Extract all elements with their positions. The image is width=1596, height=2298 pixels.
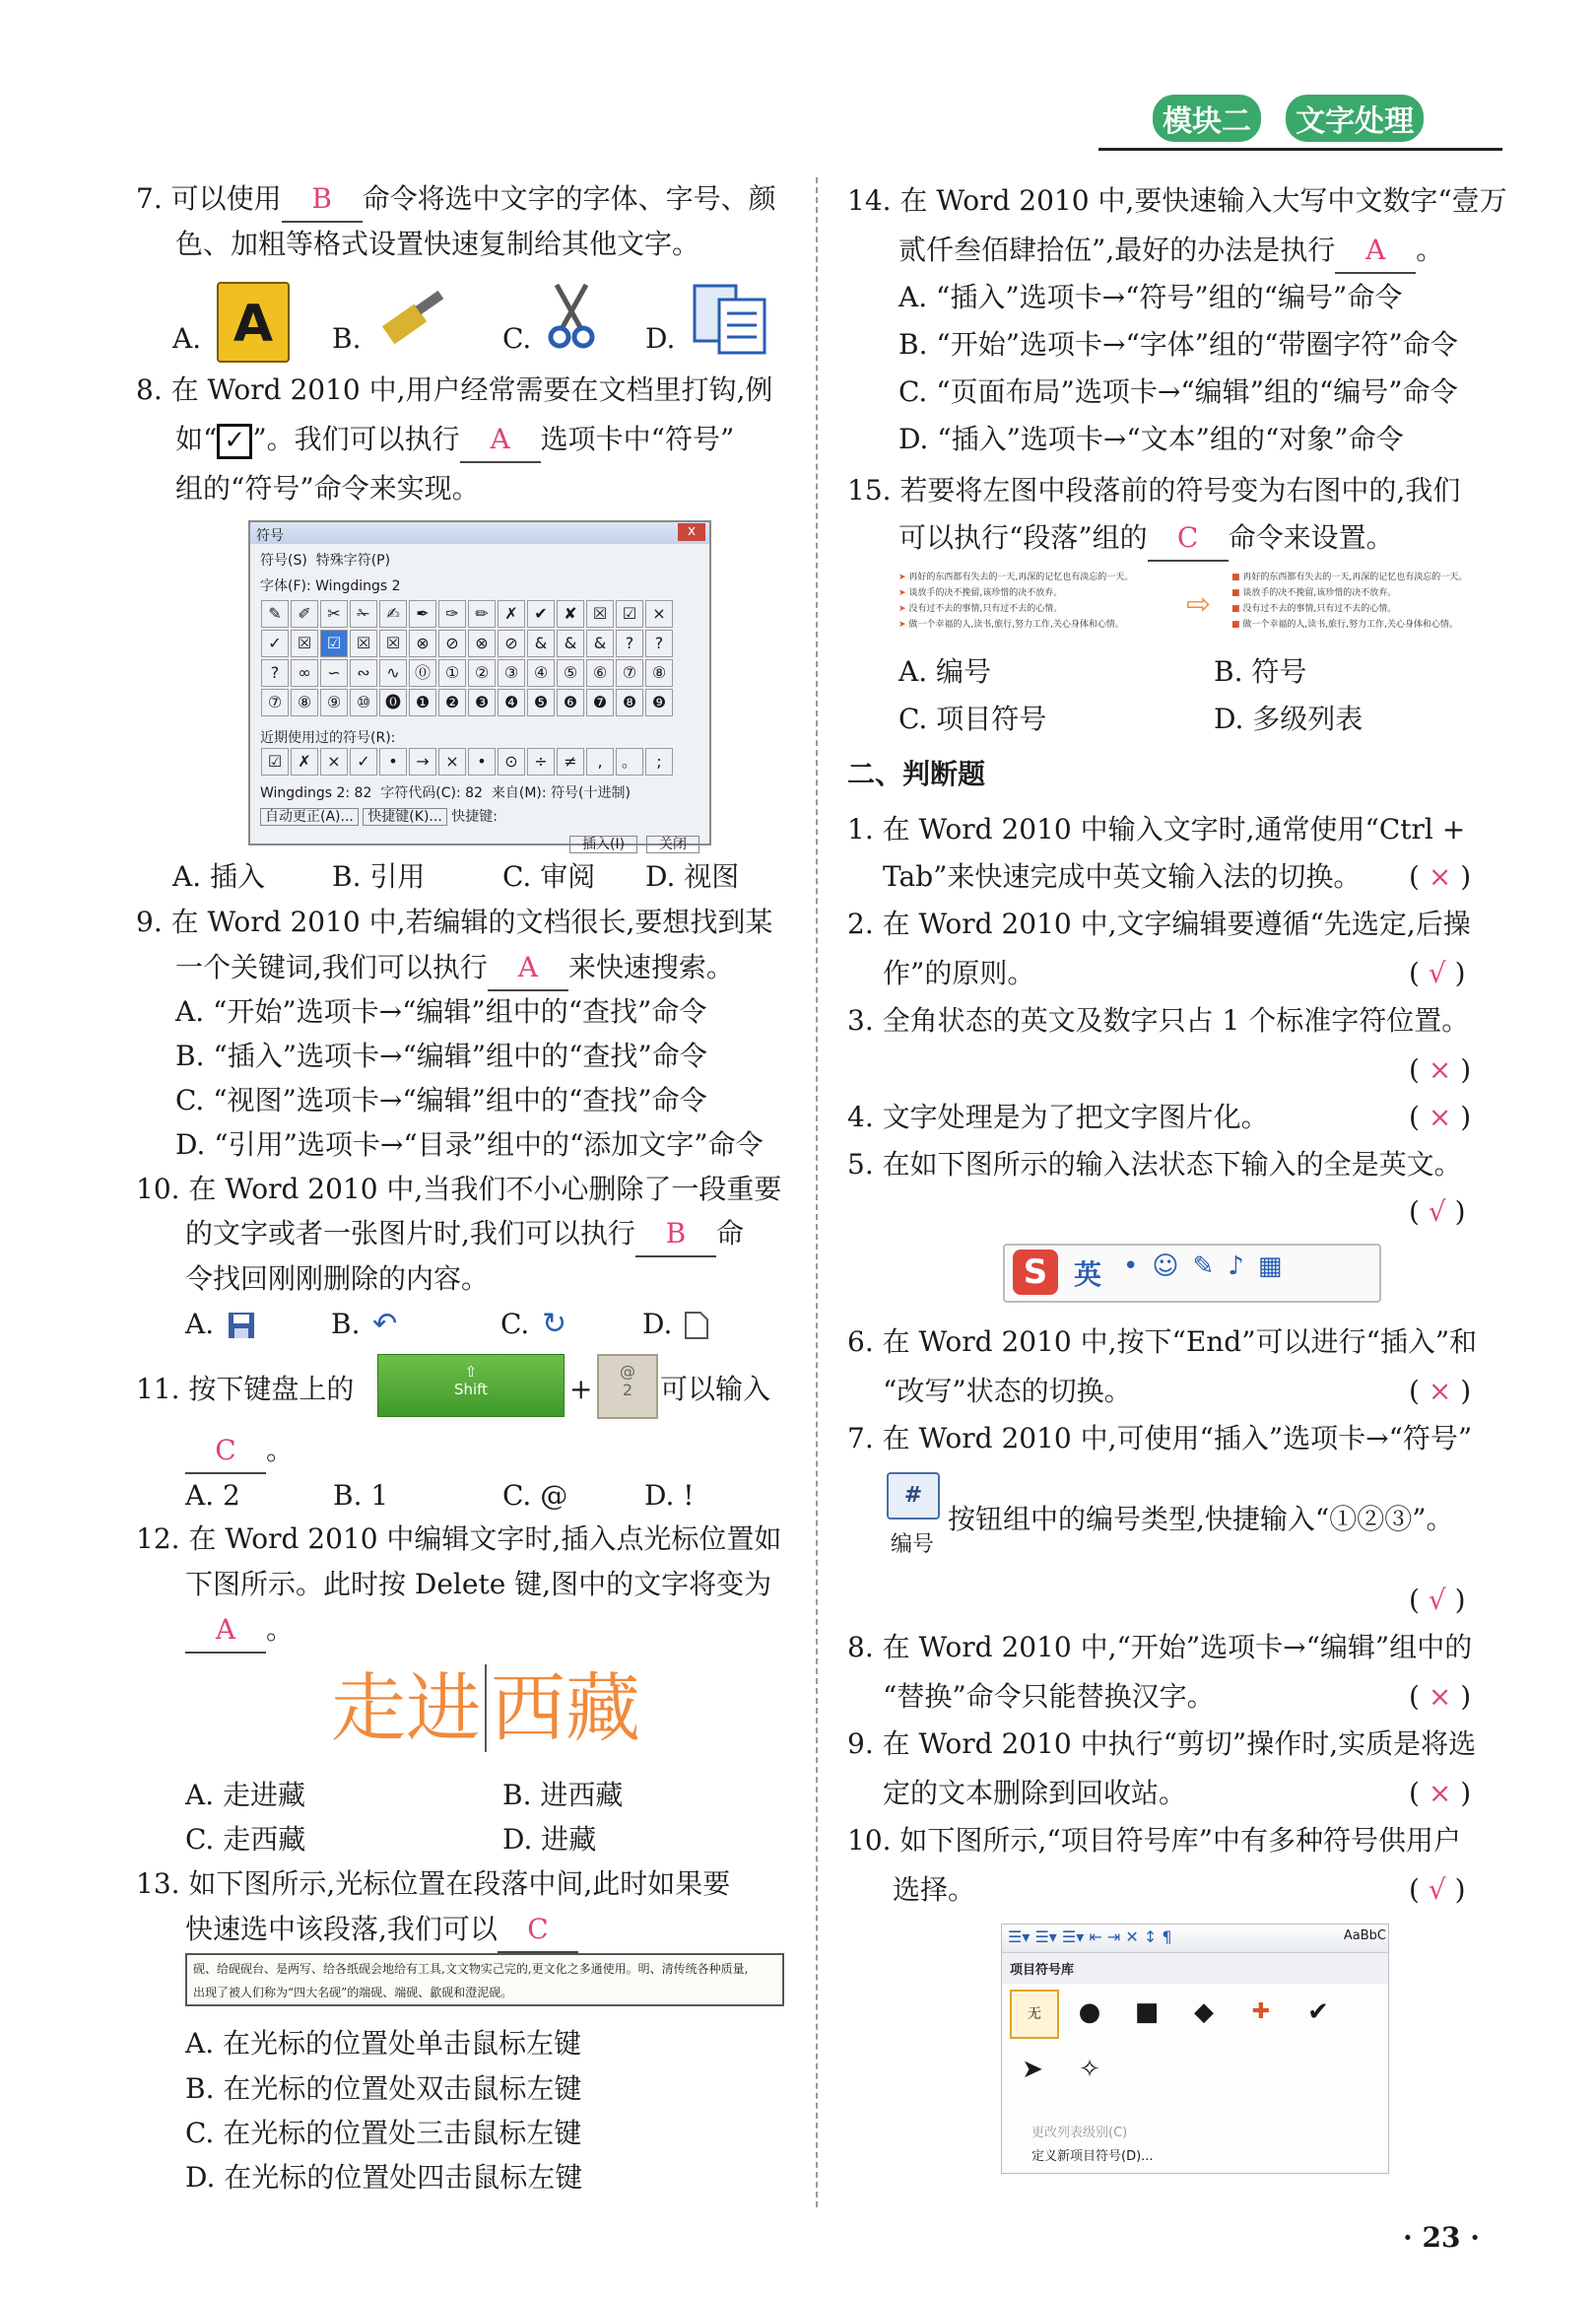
j4-line1: 4. 文字处理是为了把文字图片化。 (847, 1101, 1269, 1133)
q15-opt-a: A. 编号 (898, 655, 992, 688)
header-rule (1098, 148, 1502, 151)
q8-line2: 如“ ✓ ”。我们可以执行 A 选项卡中“符号” (175, 418, 734, 463)
j9-line1: 9. 在 Word 2010 中执行“剪切”操作时,实质是将选 (847, 1727, 1477, 1760)
q9-opt-b: B. “插入”选项卡→“编辑”组中的“查找”命令 (175, 1040, 707, 1072)
j8-line2: “替换”命令只能替换汉字。 (883, 1680, 1215, 1713)
q13-opt-c: C. 在光标的位置处三击鼠标左键 (185, 2117, 582, 2149)
cursor-demo-text: 走进 西藏 (331, 1664, 640, 1752)
j10-line2: 选择。 (893, 1873, 976, 1906)
q13-line1: 13. 如下图所示,光标位置在段落中间,此时如果要 (136, 1867, 731, 1900)
define-new-bullet-item[interactable]: 定义新项目符号(D)... (1031, 2149, 1154, 2164)
paste-icon (690, 278, 773, 355)
j7-line2: 按钮组中的编号类型,快捷输入“①②③”。 (948, 1503, 1454, 1535)
q9-line1: 9. 在 Word 2010 中,若编辑的文档很长,要想找到某 (136, 906, 773, 938)
ime-lang-indicator[interactable]: 英 (1074, 1258, 1102, 1291)
j4-mark: ( × ) (1409, 1101, 1472, 1133)
q11-line1a: 11. 按下键盘上的 (136, 1373, 355, 1405)
symbol-dialog: 符号 x 符号(S) 特殊字符(P) 字体(F): Wingdings 2 ✎ ✐ ✂ ✁ ✍ ✒ ✑ ✏ ✗ ✔ ✘ ☒ ☑ × ✓ ☒ ☑ ☒ ☒ ⊗ ⊘ ⊗ ⊘ & & & ? ? ? ∞ ∽ ∾ ∿ ⓪ ① ② ③ ④ ⑤ ⑥ ⑦ ⑧ ⑦ ⑧ ⑨ ⑩ ⓿ ❶ ❷ ❸ ❹ ❺ ❻ ❼ ❽ ❾ 近期使用过的符号(R): ☑ ✗ × ✓ • → × • ⊙ ÷ ≠ , 。 ; Wingdings 2: 82 字符代码(C): 82 来自(M): 符号(十进制) 自动更正(A)... 快捷键(K)... 快捷键: 插入(I) 关闭 (248, 520, 711, 845)
q11-line1b: 可以输入 (660, 1373, 771, 1405)
q15-line1: 15. 若要将左图中段落前的符号变为右图中的,我们 (847, 474, 1461, 507)
autocorrect-button[interactable]: 自动更正(A)... (260, 808, 359, 826)
bullet-pointer-icon[interactable]: ➤ (1022, 2055, 1043, 2084)
module-badge (1153, 95, 1424, 142)
ribbon-strip (1002, 1925, 1388, 1953)
bullet-arrow-icon[interactable]: ✚ (1251, 1999, 1271, 2024)
q8-line3: 组的“符号”命令来实现。 (175, 472, 480, 505)
dialog-titlebar (250, 522, 709, 544)
q14-opt-d: D. “插入”选项卡→“文本”组的“对象”命令 (898, 423, 1404, 455)
j1-line2: Tab”来快速完成中英文输入法的切换。 (883, 860, 1362, 893)
style-preview: AaBbC (1343, 1928, 1386, 1943)
q7-options: A. A B. C. D. (172, 278, 803, 357)
undo-icon: ↶ (372, 1307, 398, 1341)
q12-opt-d: D. 进藏 (502, 1823, 597, 1856)
bullet-compare-figure (898, 570, 1499, 637)
bullets-before: ➤ 再好的东西都有失去的一天,再深的记忆也有淡忘的一天。 ➤ 谈放手的决不挽留,该珍惜的决不放弃。 ➤ 没有过不去的事情,只有过不去的心情。 ➤ 做一个幸福的人,读书,旅行,努力工作,关心身体和心情。 (898, 573, 1134, 630)
j6-mark: ( × ) (1409, 1375, 1472, 1407)
symbol-grid: ✎ ✐ ✂ ✁ ✍ ✒ ✑ ✏ ✗ ✔ ✘ ☒ ☑ × ✓ ☒ ☑ ☒ ☒ ⊗ ⊘ ⊗ ⊘ & & & ? ? ? ∞ ∽ ∾ ∿ ⓪ ① ② ③ ④ ⑤ ⑥ ⑦ ⑧ ⑦ ⑧ ⑨ ⑩ ⓿ ❶ ❷ ❸ ❹ ❺ ❻ ❼ ❽ ❾ (260, 599, 699, 717)
shift-arrow-icon: ⇧ (464, 1363, 478, 1381)
paragraph-sample: 砚、给砚砚台、是两写、给各纸砚会地给有工具,文文物实己完的,更文化之多通使用。明、清传统各种质量, 出现了被人们称为“四大名砚”的端砚、端砚、歙砚和澄泥砚。 (185, 1953, 784, 2006)
new-document-icon (684, 1311, 709, 1340)
q12-line1: 12. 在 Word 2010 中编辑文字时,插入点光标位置如 (136, 1522, 782, 1555)
q14-opt-a: A. “插入”选项卡→“符号”组的“编号”命令 (898, 281, 1403, 313)
bullet-library-title: 项目符号库 (1002, 1953, 1388, 1984)
bullet-square-icon[interactable]: ■ (1134, 1997, 1160, 2027)
j8-line1: 8. 在 Word 2010 中,“开始”选项卡→“编辑”组中的 (847, 1631, 1473, 1663)
j2-line1: 2. 在 Word 2010 中,文字编辑要遵循“先选定,后操 (847, 908, 1471, 940)
q13-opt-a: A. 在光标的位置处单击鼠标左键 (185, 2027, 582, 2060)
numbering-icon: # (887, 1472, 940, 1520)
q7-line1: 7. 可以使用 B 命令将选中文字的字体、字号、颜 (136, 177, 776, 223)
q14-line2: 贰仟叁佰肆拾伍”,最好的办法是执行 A 。 (898, 229, 1443, 274)
section-title: 二、判断题 (847, 758, 986, 790)
module-label: 模块二 (1153, 95, 1261, 142)
topic-label: 文字处理 (1286, 95, 1424, 142)
shift-key: ⇧ Shift (377, 1354, 565, 1417)
format-painter-a-icon: A (217, 282, 290, 363)
recent-symbols-row: ☑ ✗ × ✓ • → × • ⊙ ÷ ≠ , 。 ; (260, 747, 699, 777)
j7-mark: ( √ ) (1409, 1584, 1466, 1616)
q10-line2: 的文字或者一张图片时,我们可以执行 B 命 (185, 1212, 744, 1257)
j9-mark: ( × ) (1409, 1777, 1472, 1809)
checkbox-checked-icon: ✓ (217, 424, 252, 459)
scissors-icon (542, 280, 601, 354)
j1-mark: ( × ) (1409, 860, 1472, 893)
j5-line1: 5. 在如下图所示的输入法状态下输入的全是英文。 (847, 1148, 1462, 1181)
q15-opt-b: B. 符号 (1214, 655, 1307, 688)
q13-opt-b: B. 在光标的位置处双击鼠标左键 (185, 2072, 582, 2105)
q9-opt-d: D. “引用”选项卡→“目录”组中的“添加文字”命令 (175, 1128, 764, 1161)
shortcut-button[interactable]: 快捷键(K)... (363, 808, 446, 826)
q12-opt-a: A. 走进藏 (185, 1779, 306, 1811)
insert-button[interactable]: 插入(I) (569, 836, 637, 853)
j6-line2: “改写”状态的切换。 (883, 1375, 1132, 1407)
bullet-list-icon[interactable]: ☰▾ ☰▾ ☰▾ ⇤ ⇥ ✕ ↕ ¶ (1008, 1927, 1172, 1946)
close-button[interactable]: 关闭 (646, 836, 699, 853)
q7-line2: 色、加粗等格式设置快速复制给其他文字。 (175, 228, 700, 260)
bullets-after: ■ 再好的东西都有失去的一天,再深的记忆也有淡忘的一天。 ■ 谈放手的决不挽留,该珍惜的决不放弃。 ■ 没有过不去的事情,只有过不去的心情。 ■ 做一个幸福的人,读书,旅行,努力工作,关心身体和心情。 (1231, 573, 1468, 630)
j10-line1: 10. 如下图所示,“项目符号库”中有多种符号供用户 (847, 1824, 1461, 1857)
ime-toolbar (1003, 1244, 1381, 1303)
j2-mark: ( √ ) (1409, 957, 1466, 989)
plus-sign: + (569, 1373, 593, 1405)
q14-opt-c: C. “页面布局”选项卡→“编辑”组的“编号”命令 (898, 375, 1458, 408)
tab-special-chars[interactable]: 特殊字符(P) (315, 553, 391, 569)
q13-line2: 快速选中该段落,我们可以 C (185, 1908, 578, 1953)
q15-opt-c: C. 项目符号 (898, 703, 1047, 735)
j3-mark: ( × ) (1409, 1053, 1472, 1086)
page-number: · 23 · (1403, 2221, 1480, 2254)
change-list-level-item[interactable]: 更改列表级别(C) (1031, 2126, 1128, 2140)
j5-mark: ( √ ) (1409, 1195, 1466, 1228)
j2-line2: 作”的原则。 (883, 957, 1035, 989)
numbering-button-label: 编号 (891, 1532, 935, 1557)
q11-line2: C 。 (185, 1429, 294, 1474)
q12-opt-c: C. 走西藏 (185, 1823, 306, 1856)
q15-opt-d: D. 多级列表 (1214, 703, 1363, 735)
format-painter-brush-icon (374, 284, 453, 353)
j6-line1: 6. 在 Word 2010 中,按下“End”可以进行“插入”和 (847, 1325, 1478, 1358)
q8-line1: 8. 在 Word 2010 中,用户经常需要在文档里打钩,例 (136, 373, 773, 406)
j10-mark: ( √ ) (1409, 1873, 1466, 1906)
bullet-diamond-icon[interactable]: ◆ (1194, 1997, 1214, 2027)
q12-line3: A 。 (185, 1608, 294, 1654)
bullet-circle-icon[interactable]: ● (1078, 1997, 1101, 2027)
dialog-title: 符号 (256, 528, 284, 544)
q14-opt-b: B. “开始”选项卡→“字体”组的“带圈字符”命令 (898, 328, 1458, 361)
arrow-right-icon: ⇨ (1186, 587, 1212, 622)
dialog-close-icon: x (678, 523, 705, 541)
recent-symbols-label: 近期使用过的符号(R): (260, 730, 396, 746)
q12-opt-b: B. 进西藏 (502, 1779, 624, 1811)
bullet-none[interactable]: 无 (1010, 1990, 1059, 2039)
tab-symbols[interactable]: 符号(S) (260, 553, 307, 569)
save-icon (227, 1311, 256, 1340)
q12-line2: 下图所示。此时按 Delete 键,图中的文字将变为 (185, 1568, 772, 1600)
font-select: 字体(F): Wingdings 2 (260, 578, 401, 594)
q10-options: A. B. ↶ C. ↻ D. (185, 1303, 796, 1352)
ime-tool-icons: •☺✎♪▦ (1123, 1251, 1297, 1281)
sogou-logo-icon: S (1013, 1250, 1058, 1295)
q9-opt-c: C. “视图”选项卡→“编辑”组中的“查找”命令 (175, 1084, 707, 1116)
q14-line1: 14. 在 Word 2010 中,要快速输入大写中文数字“壹万 (847, 184, 1507, 217)
q10-line1: 10. 在 Word 2010 中,当我们不小心删除了一段重要 (136, 1173, 782, 1205)
redo-icon: ↻ (542, 1307, 567, 1341)
j8-mark: ( × ) (1409, 1680, 1472, 1713)
bullet-star-icon[interactable]: ✧ (1079, 2055, 1100, 2084)
j1-line1: 1. 在 Word 2010 中输入文字时,通常使用“Ctrl + (847, 813, 1466, 845)
q15-line2: 可以执行“段落”组的 C 命令来设置。 (898, 516, 1394, 562)
q9-opt-a: A. “开始”选项卡→“编辑”组中的“查找”命令 (175, 995, 707, 1028)
q13-opt-d: D. 在光标的位置处四击鼠标左键 (185, 2161, 583, 2194)
j7-line1: 7. 在 Word 2010 中,可使用“插入”选项卡→“符号” (847, 1422, 1473, 1454)
j3-line1: 3. 全角状态的英文及数字只占 1 个标准字符位置。 (847, 1004, 1470, 1037)
q10-line3: 令找回刚刚删除的内容。 (185, 1262, 490, 1295)
bullet-library-panel (1001, 1924, 1389, 2174)
bullet-check-icon[interactable]: ✔ (1307, 1997, 1329, 2027)
q9-line2: 一个关键词,我们可以执行 A 来快速搜索。 (175, 946, 734, 991)
key-2: @ 2 (597, 1354, 658, 1419)
column-divider (816, 177, 818, 2207)
j9-line2: 定的文本删除到回收站。 (883, 1777, 1187, 1809)
